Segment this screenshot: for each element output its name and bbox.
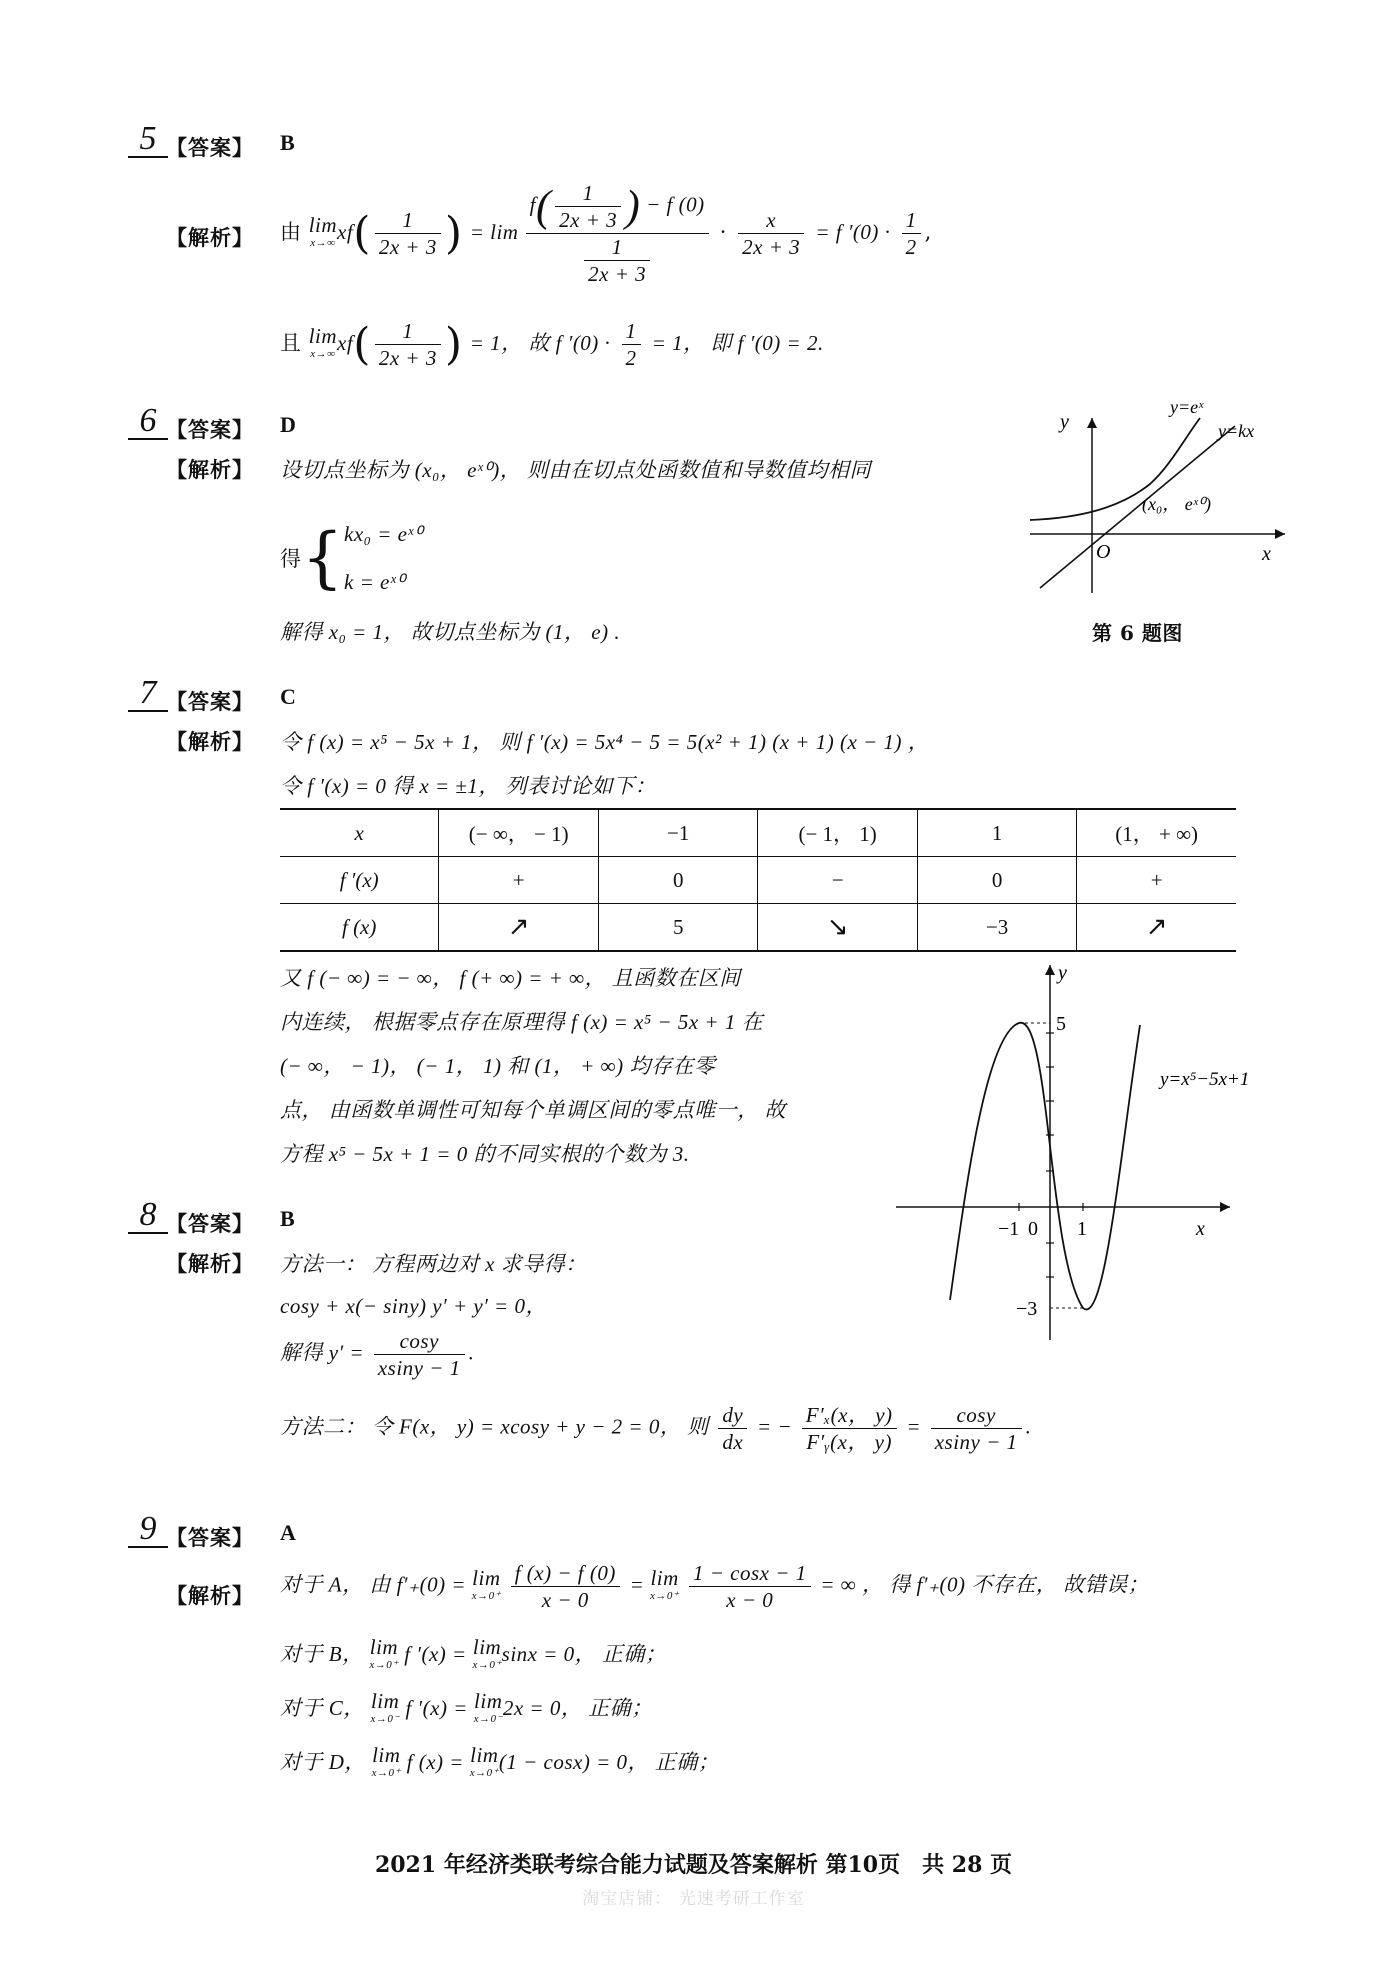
tick-1: 1 <box>1077 1218 1087 1240</box>
q9-line-2: 对于 B， lim x→0⁺ f ′(x) = lim x→0⁺ sinx = 0， 正确； <box>280 1635 667 1672</box>
q6-line-1: 设切点坐标为 (x₀， eˣ⁰)， 则由在切点处函数值和导数值均相同 <box>280 458 872 482</box>
table-cell: + <box>1077 857 1236 904</box>
analysis-label: 【解析】 <box>166 1251 254 1276</box>
axis-y: y <box>1058 962 1067 984</box>
tick-minus-3: −3 <box>1016 1298 1038 1320</box>
fraction: f( $\frac{1}{2x + 3}$ ) − f (0) $\frac{1}{2x + 3}$ <box>526 180 709 287</box>
answer-value: B <box>280 130 295 155</box>
table-cell: 5 <box>599 904 758 952</box>
table-cell: x <box>280 809 439 857</box>
answer-label: 【答案】 <box>166 1525 254 1550</box>
q8-line-1: 方法一： 方程两边对 x 求导得： <box>280 1252 587 1276</box>
question-number: 9 <box>128 1512 168 1548</box>
line-label: y=kx <box>1218 421 1255 441</box>
text: = lim <box>469 220 519 244</box>
tick-5: 5 <box>1056 1013 1066 1035</box>
fraction: $\frac{1}{2x + 3}$ <box>375 207 441 260</box>
tick-minus-1: −1 <box>998 1218 1020 1240</box>
analysis-label: 【解析】 <box>166 729 254 754</box>
q9-line-1: 对于 A， 由 f′₊(0) = lim x→0⁺ $\frac{f (x) - f (0)}{x - 0}$ = lim x→0⁺ $\frac{1 - \cos x - 1}{x - 0}$ = ∞ ， 得 f′₊(0) 不存在， 故错误； <box>280 1561 1150 1612</box>
table-cell: (− 1， 1) <box>758 809 918 857</box>
table-cell: f (x) <box>280 904 439 952</box>
table-row <box>280 904 1236 952</box>
tick-0: 0 <box>1028 1218 1038 1240</box>
q8-line-4: 方法二： 令 F(x， y) = xcosy + y − 2 = 0， 则 $\frac{dy}{dx}$ = − $\frac{\text{F′ₓ(x， y)}}{\text{F′ᵧ(x， y)}}$ = $\frac{\cos y}{xsiny - 1}$ . <box>280 1403 1032 1454</box>
table-cell: (1， + ∞) <box>1077 809 1236 857</box>
fraction: $\frac{x}{2x + 3}$ <box>738 207 804 260</box>
answer-label: 【答案】 <box>166 689 254 714</box>
axis-x: x <box>1196 1218 1205 1240</box>
fraction: $\frac{1}{2}$ <box>902 207 921 260</box>
q7-para-5: 方程 x⁵ − 5x + 1 = 0 的不同实根的个数为 3. <box>280 1142 690 1166</box>
answer-value: B <box>280 1206 295 1231</box>
q7-para-2: 内连续， 根据零点存在原理得 f (x) = x⁵ − 5x + 1 在 <box>280 1010 764 1034</box>
figure-caption: 第 6 题图 <box>1092 621 1183 645</box>
q5-line-2: 且 lim x→∞ xf( $\frac{1}{2x + 3}$ ) = 1， 故 f ′(0) · $\frac{1}{2}$ = 1， 即 f ′(0) = 2. <box>280 319 824 370</box>
question-number: 8 <box>128 1198 168 1234</box>
q7-line-1: 令 f (x) = x⁵ − 5x + 1， 则 f ′(x) = 5x⁴ − 5 = 5(x² + 1) (x + 1) (x − 1) ， <box>280 730 930 754</box>
table-cell: −1 <box>599 809 758 857</box>
table-cell: 1 <box>917 809 1076 857</box>
question-number: 5 <box>128 122 168 158</box>
table-cell: −3 <box>917 904 1076 952</box>
q7-para-1: 又 f (− ∞) = − ∞， f (+ ∞) = + ∞， 且函数在区间 <box>280 966 741 990</box>
text: 由 <box>280 220 302 244</box>
table-cell: ↗ <box>1077 904 1236 952</box>
table-cell: ↘ <box>758 904 918 952</box>
q6-line-3: 解得 x₀ = 1， 故切点坐标为 (1， e) . <box>280 620 621 644</box>
answer-value: A <box>280 1520 296 1545</box>
table-cell: (− ∞， − 1) <box>439 809 599 857</box>
question-number: 6 <box>128 404 168 440</box>
q8-line-2: cosy + x(− siny) y′ + y′ = 0， <box>280 1294 547 1318</box>
answer-value: D <box>280 412 296 437</box>
q5-line-1: 由 lim x→∞ xf( $\frac{1}{2x + 3}$ ) = lim f( $\frac{1}{2x + 3}$ ) − f (0) $\frac{1}{2x + 3}$ · $\frac{x}{2x + 3}$ = f ′(0) · $\frac{1}{2}$ , <box>280 181 932 286</box>
table-cell: 0 <box>917 857 1076 904</box>
analysis-label: 【解析】 <box>166 457 254 482</box>
axis-x: x <box>1262 543 1271 565</box>
table-row <box>280 857 1236 904</box>
q8-line-3: 解得 y′ = $\frac{\cos y}{xsiny - 1}$ . <box>280 1329 475 1380</box>
figure-7 <box>890 955 1290 1345</box>
q6-system: 得{ kx₀ = eˣ⁰ k = eˣ⁰ <box>280 519 423 596</box>
analysis-label: 【解析】 <box>166 225 254 250</box>
answer-label: 【答案】 <box>166 135 254 160</box>
analysis-label: 【解析】 <box>166 1583 254 1608</box>
q7-line-2: 令 f ′(x) = 0 得 x = ±1， 列表讨论如下： <box>280 774 657 798</box>
curve-label: y=eˣ <box>1170 398 1204 417</box>
answer-value: C <box>280 684 296 709</box>
limit: lim x→∞ <box>308 212 338 249</box>
axis-y: y <box>1060 411 1069 433</box>
q7-para-4: 点， 由函数单调性可知每个单调区间的零点唯一， 故 <box>280 1098 786 1122</box>
table-cell: 0 <box>599 857 758 904</box>
text: xf <box>337 220 354 244</box>
variation-table <box>280 808 1236 952</box>
table-row <box>280 809 1236 857</box>
curve-label: y=x⁵−5x+1 <box>1160 1069 1250 1090</box>
q9-line-4: 对于 D， lim x→0⁺ f (x) = lim x→0⁺ (1 − cosx) = 0， 正确； <box>280 1743 720 1780</box>
answer-label: 【答案】 <box>166 417 254 442</box>
point-label: (x₀， eˣ⁰) <box>1142 494 1212 514</box>
watermark: 淘宝店铺： 光速考研工作室 <box>582 1889 805 1909</box>
answer-label: 【答案】 <box>166 1211 254 1236</box>
table-cell: + <box>439 857 599 904</box>
page-footer: 2021 年经济类联考综合能力试题及答案解析 第10页 共 28 页 <box>374 1852 1013 1878</box>
question-number: 7 <box>128 676 168 712</box>
q7-para-3: (− ∞， − 1)， (− 1， 1) 和 (1， + ∞) 均存在零 <box>280 1054 716 1078</box>
q9-line-3: 对于 C， lim x→0⁻ f ′(x) = lim x→0⁻ 2x = 0， 正确； <box>280 1689 653 1726</box>
origin: O <box>1096 541 1111 563</box>
table-cell: ↗ <box>439 904 599 952</box>
table-cell: − <box>758 857 918 904</box>
table-cell: f ′(x) <box>280 857 439 904</box>
figure-6 <box>1020 398 1290 598</box>
